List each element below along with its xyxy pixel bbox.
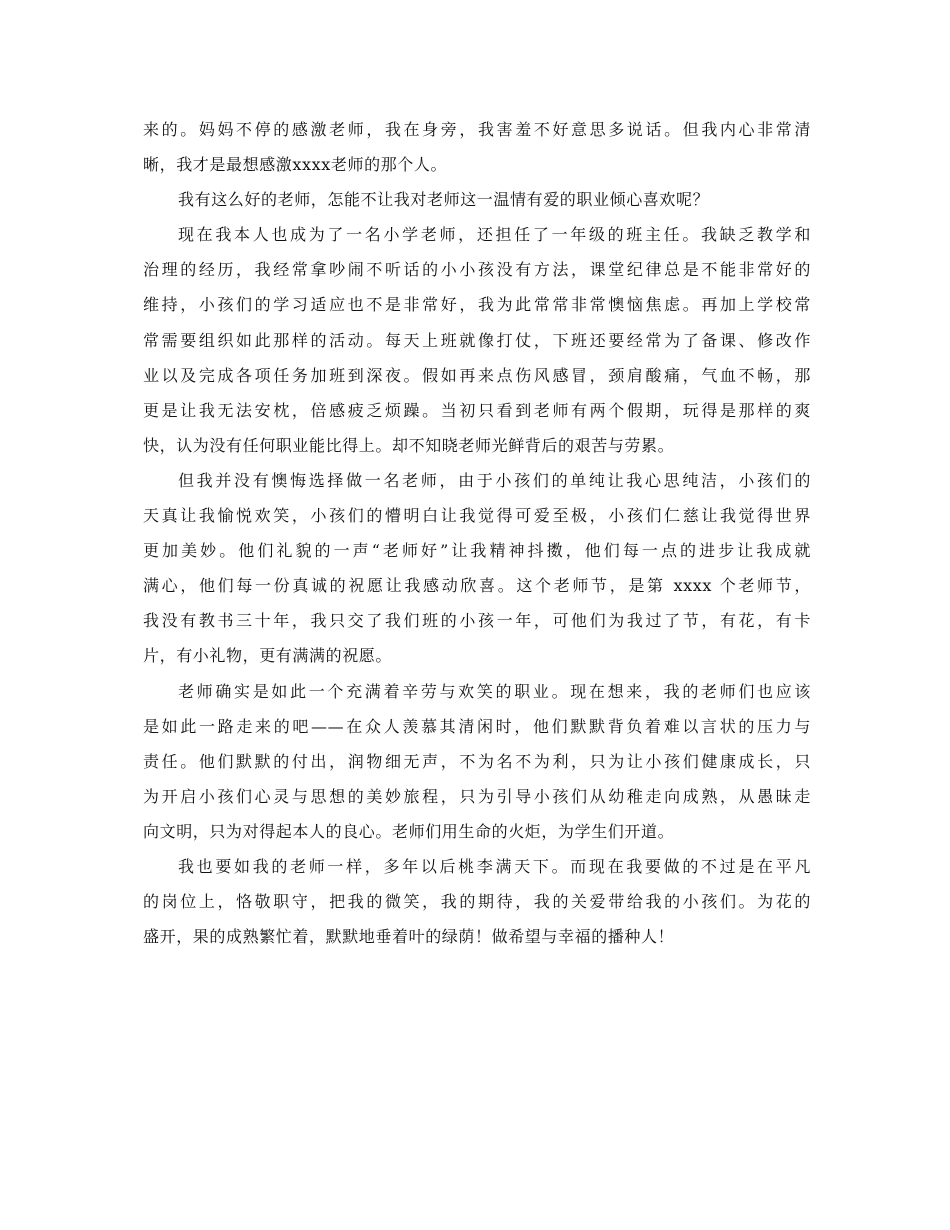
text-line: 的岗位上，恪敬职守，把我的微笑，我的期待，我的关爱带给我的小孩们。为花的: [143, 892, 811, 912]
text-line: 责任。他们默默的付出，润物细无声，不为名不为利，只为让小孩们健康成长，只: [143, 751, 811, 771]
text-line: 天真让我愉悦欢笑，小孩们的懵明白让我觉得可爱至极，小孩们仁慈让我觉得世界: [143, 506, 811, 526]
text-line: 维持，小孩们的学习适应也不是非常好，我为此常常非常懊恼焦虑。再加上学校常: [143, 295, 811, 315]
text-line: 盛开，果的成熟繁忙着，默默地垂着叶的绿荫！做希望与幸福的播种人！: [143, 927, 675, 947]
text-line: 更加美妙。他们礼貌的一声“老师好”让我精神抖擞，他们每一点的进步让我成就: [143, 541, 811, 561]
text-line: 来的。妈妈不停的感激老师，我在身旁，我害羞不好意思多说话。但我内心非常清: [143, 120, 811, 139]
document-body-text: [143, 112, 811, 954]
text-line: 现在我本人也成为了一名小学老师，还担任了一年级的班主任。我缺乏教学和: [178, 225, 811, 245]
text-line: 是如此一路走来的吧——在众人羡慕其清闲时，他们默默背负着难以言状的压力与: [143, 716, 811, 736]
text-line: 为开启小孩们心灵与思想的美妙旅程，只为引导小孩们从幼稚走向成熟，从愚昧走: [143, 786, 811, 806]
text-line: 我有这么好的老师，怎能不让我对老师这一温情有爱的职业倾心喜欢呢？: [178, 190, 710, 210]
text-line: 我没有教书三十年，我只交了我们班的小孩一年，可他们为我过了节，有花，有卡: [143, 611, 811, 631]
text-line: 但我并没有懊悔选择做一名老师，由于小孩们的单纯让我心思纯洁，小孩们的: [178, 470, 811, 490]
text-line: 更是让我无法安枕，倍感疲乏烦躁。当初只看到老师有两个假期，玩得是那样的爽: [143, 400, 811, 420]
text-line: 常需要组织如此那样的活动。每天上班就像打仗，下班还要经常为了备课、修改作: [143, 330, 811, 350]
text-line: 老师确实是如此一个充满着辛劳与欢笑的职业。现在想来，我的老师们也应该: [178, 681, 811, 701]
text-line: 快，认为没有任何职业能比得上。却不知晓老师光鲜背后的艰苦与劳累。: [143, 435, 675, 455]
text-line: 我也要如我的老师一样，多年以后桃李满天下。而现在我要做的不过是在平凡: [178, 856, 811, 876]
text-line: 业以及完成各项任务加班到深夜。假如再来点伤风感冒，颈肩酸痛，气血不畅，那: [143, 365, 811, 385]
text-line: 满心，他们每一份真诚的祝愿让我感动欣喜。这个老师节，是第 xxxx 个老师节，: [143, 576, 811, 596]
text-line: 晰，我才是最想感激xxxx老师的那个人。: [143, 155, 448, 175]
text-line: 片，有小礼物，更有满满的祝愿。: [143, 646, 393, 666]
text-line: 向文明，只为对得起本人的良心。老师们用生命的火炬，为学生们开道。: [143, 821, 675, 841]
text-line: 治理的经历，我经常拿吵闹不听话的小小孩没有方法，课堂纪律总是不能非常好的: [143, 260, 811, 280]
